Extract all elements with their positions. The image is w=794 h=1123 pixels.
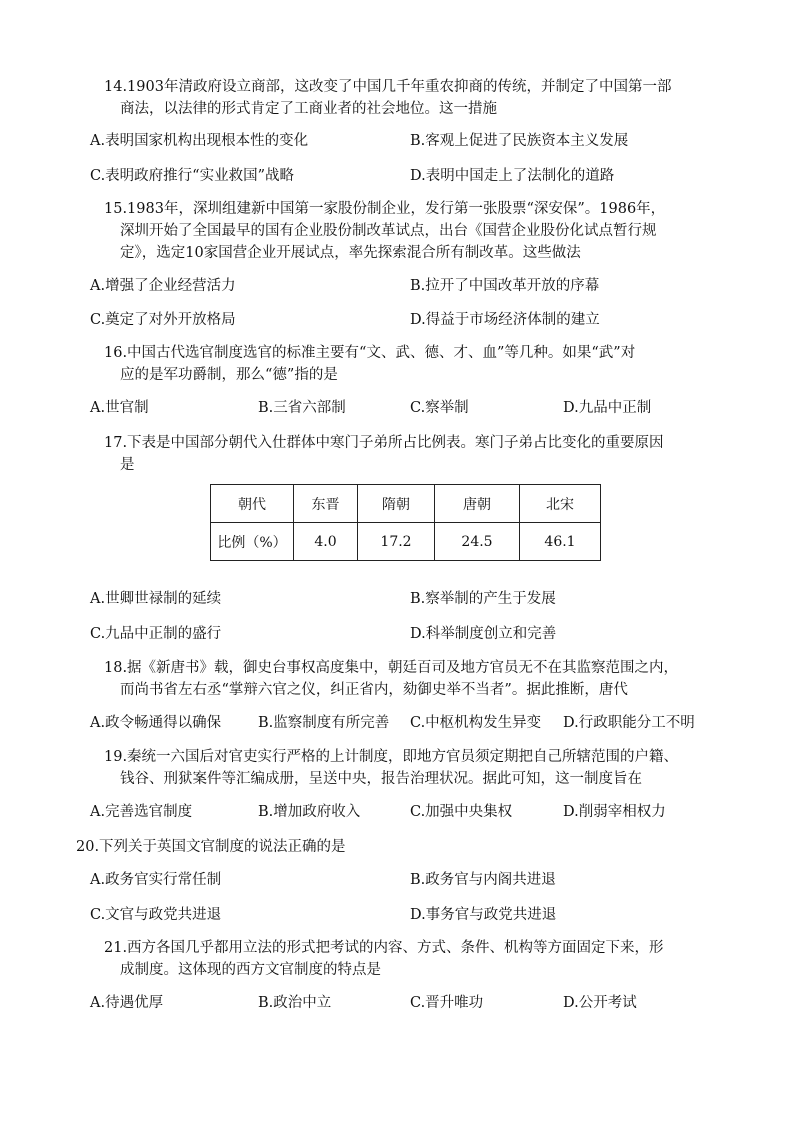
q21-option-a[interactable]: A.待遇优厚	[90, 995, 164, 1011]
q15-option-d[interactable]: D.得益于市场经济体制的建立	[410, 312, 600, 328]
table-header-cell: 东晋	[294, 485, 358, 523]
q14-option-b[interactable]: B.客观上促进了民族资本主义发展	[410, 133, 629, 149]
q17-option-c[interactable]: C.九品中正制的盛行	[90, 626, 222, 642]
q14-option-d[interactable]: D.表明中国走上了法制化的道路	[410, 168, 615, 184]
table-header-cell: 朝代	[211, 485, 294, 523]
q16-option-b[interactable]: B.三省六部制	[258, 400, 346, 416]
q16-option-d[interactable]: D.九品中正制	[563, 400, 652, 416]
table-cell: 比例（%）	[211, 523, 294, 561]
table-header-cell: 唐朝	[435, 485, 520, 523]
question-14-line-1: 14.1903年清政府设立商部，这改变了中国几千年重农抑商的传统，并制定了中国第一部	[104, 79, 672, 95]
table-cell: 24.5	[435, 523, 520, 561]
question-15-line-2: 深圳开始了全国最早的国有企业股份制改革试点，出台《国营企业股份化试点暂行规	[120, 223, 657, 239]
table-cell: 46.1	[520, 523, 601, 561]
table-cell: 17.2	[358, 523, 435, 561]
table-cell: 4.0	[294, 523, 358, 561]
question-16-line-1: 16.中国古代选官制度选官的标准主要有“文、武、德、才、血”等几种。如果“武”对	[104, 345, 636, 361]
question-16-stem	[104, 342, 724, 386]
question-20-stem	[76, 836, 696, 858]
q16-option-a[interactable]: A.世官制	[90, 400, 149, 416]
question-16-line-2: 应的是军功爵制，那么“德”指的是	[120, 367, 338, 383]
question-17-line-1: 17.下表是中国部分朝代入仕群体中寒门子弟所占比例表。寒门子弟占比变化的重要原因	[104, 435, 664, 451]
question-14-line-2: 商法，以法律的形式肯定了工商业者的社会地位。这一措施	[120, 101, 497, 117]
q19-option-c[interactable]: C.加强中央集权	[410, 804, 513, 820]
question-21-line-1: 21.西方各国几乎都用立法的形式把考试的内容、方式、条件、机构等方面固定下来，形	[104, 940, 664, 956]
question-17-line-2: 是	[120, 457, 135, 473]
question-18-line-1: 18.据《新唐书》载，御史台事权高度集中，朝廷百司及地方官员无不在其监察范围之内，	[104, 660, 679, 676]
table-row	[211, 485, 601, 523]
question-14-stem	[104, 76, 724, 120]
q20-option-b[interactable]: B.政务官与内阁共进退	[410, 872, 556, 888]
q18-option-c[interactable]: C.中枢机构发生异变	[410, 715, 542, 731]
q17-option-b[interactable]: B.察举制的产生于发展	[410, 591, 556, 607]
question-15-line-1: 15.1983年，深圳组建新中国第一家股份制企业，发行第一张股票“深安保”。1986年，	[104, 201, 666, 217]
q17-option-a[interactable]: A.世卿世禄制的延续	[90, 591, 222, 607]
q15-option-c[interactable]: C.奠定了对外开放格局	[90, 312, 236, 328]
q18-option-b[interactable]: B.监察制度有所完善	[258, 715, 390, 731]
table-header-cell: 北宋	[520, 485, 601, 523]
q17-option-d[interactable]: D.科举制度创立和完善	[410, 626, 557, 642]
question-15-stem	[104, 198, 724, 264]
table-header-cell: 隋朝	[358, 485, 435, 523]
q20-option-c[interactable]: C.文官与政党共进退	[90, 907, 222, 923]
q14-option-c[interactable]: C.表明政府推行“实业救国”战略	[90, 168, 295, 184]
q18-option-d[interactable]: D.行政职能分工不明	[563, 715, 695, 731]
q20-option-a[interactable]: A.政务官实行常任制	[90, 872, 222, 888]
question-17-stem	[104, 432, 724, 476]
q21-option-b[interactable]: B.政治中立	[258, 995, 332, 1011]
table-row	[211, 523, 601, 561]
q15-option-b[interactable]: B.拉开了中国改革开放的序幕	[410, 278, 600, 294]
q19-option-d[interactable]: D.削弱宰相权力	[563, 804, 666, 820]
question-19-stem	[104, 746, 724, 790]
q21-option-d[interactable]: D.公开考试	[563, 995, 637, 1011]
question-18-line-2: 而尚书省左右丞“掌辩六官之仪，纠正省内，劾御史举不当者”。据此推断，唐代	[120, 682, 628, 698]
q14-option-a[interactable]: A.表明国家机构出现根本性的变化	[90, 133, 309, 149]
q19-option-a[interactable]: A.完善选官制度	[90, 804, 193, 820]
q21-option-c[interactable]: C.晋升唯功	[410, 995, 484, 1011]
question-18-stem	[104, 657, 724, 701]
q18-option-a[interactable]: A.政令畅通得以确保	[90, 715, 222, 731]
q15-option-a[interactable]: A.增强了企业经营活力	[90, 278, 236, 294]
question-21-stem	[104, 937, 724, 981]
q16-option-c[interactable]: C.察举制	[410, 400, 469, 416]
question-20-line-1: 20.下列关于英国文官制度的说法正确的是	[76, 839, 346, 855]
question-21-line-2: 成制度。这体现的西方文官制度的特点是	[120, 962, 381, 978]
q19-option-b[interactable]: B.增加政府收入	[258, 804, 361, 820]
q20-option-d[interactable]: D.事务官与政党共进退	[410, 907, 557, 923]
question-19-line-2: 钱谷、刑狱案件等汇编成册，呈送中央，报告治理状况。据此可知，这一制度旨在	[120, 771, 642, 787]
question-15-line-3: 定》，选定10家国营企业开展试点，率先探索混合所有制改革。这些做法	[120, 245, 581, 261]
dynasty-ratio-table	[210, 484, 601, 561]
question-19-line-1: 19.秦统一六国后对官吏实行严格的上计制度，即地方官员须定期把自己所辖范围的户籍、	[104, 749, 679, 765]
